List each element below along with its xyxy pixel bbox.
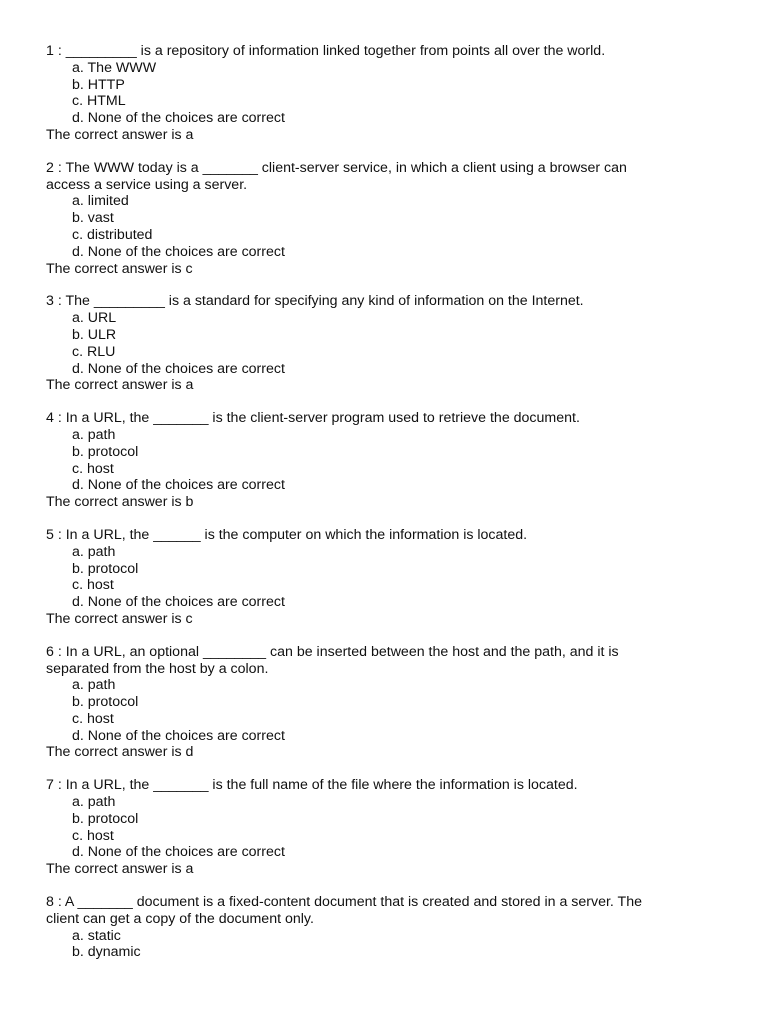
question-text: 3 : The _________ is a standard for specifying any kind of information on the Internet. (46, 293, 584, 310)
question-block (46, 644, 746, 762)
answer-option: d. None of the choices are correct (72, 477, 285, 494)
question-text: 7 : In a URL, the _______ is the full name of the file where the information is located. (46, 777, 578, 794)
answer-option: a. path (72, 677, 116, 694)
correct-answer: The correct answer is d (46, 744, 194, 761)
document-page (46, 43, 746, 977)
answer-option: c. host (72, 577, 114, 594)
question-block (46, 410, 746, 511)
answer-option: b. protocol (72, 560, 139, 577)
question-block (46, 777, 746, 878)
answer-option: a. path (72, 426, 116, 443)
answer-option: d. None of the choices are correct (72, 727, 285, 744)
answer-option: c. host (72, 827, 114, 844)
answer-option: b. protocol (72, 810, 139, 827)
correct-answer: The correct answer is c (46, 610, 193, 627)
answer-option: d. None of the choices are correct (72, 594, 285, 611)
answer-option: b. dynamic (72, 944, 141, 961)
question-text: 4 : In a URL, the _______ is the client-server program used to retrieve the document. (46, 410, 580, 427)
answer-option: b. HTTP (72, 76, 125, 93)
answer-option: b. protocol (72, 443, 139, 460)
answer-option: b. protocol (72, 694, 139, 711)
question-text: 8 : A _______ document is a fixed-content document that is created and stored in a server. The client can get a copy of the document only. (46, 894, 642, 927)
question-block (46, 160, 746, 278)
answer-option: c. distributed (72, 226, 153, 243)
answer-option: c. HTML (72, 93, 126, 110)
question-text: 5 : In a URL, the ______ is the computer on which the information is located. (46, 526, 528, 543)
question-block (46, 293, 746, 394)
question-text: 1 : _________ is a repository of information linked together from points all over the world. (46, 43, 606, 59)
answer-options (46, 794, 746, 861)
answer-options (46, 427, 746, 494)
answer-option: a. path (72, 794, 116, 811)
answer-option: d. None of the choices are correct (72, 110, 285, 127)
answer-options (46, 310, 746, 377)
answer-option: a. The WWW (72, 59, 157, 76)
question-text: 2 : The WWW today is a _______ client-server service, in which a client using a browser can access a service using a server. (46, 159, 627, 193)
answer-option: a. path (72, 543, 116, 560)
answer-option: c. RLU (72, 343, 116, 360)
answer-option: d. None of the choices are correct (72, 844, 285, 861)
answer-option: a. limited (72, 193, 129, 210)
answer-option: c. host (72, 710, 114, 727)
answer-option: b. vast (72, 210, 114, 227)
correct-answer: The correct answer is c (46, 260, 193, 277)
question-text: 6 : In a URL, an optional ________ can be inserted between the host and the path, and it is separated from the host by a colon. (46, 643, 619, 677)
question-block (46, 43, 746, 144)
answer-options (46, 677, 746, 744)
correct-answer: The correct answer is a (46, 377, 194, 394)
correct-answer: The correct answer is a (46, 861, 194, 878)
answer-option: a. URL (72, 310, 117, 327)
answer-option: d. None of the choices are correct (72, 243, 285, 260)
answer-option: b. ULR (72, 326, 117, 343)
answer-options (46, 544, 746, 611)
answer-option: d. None of the choices are correct (72, 360, 285, 377)
correct-answer: The correct answer is b (46, 494, 194, 511)
answer-option: c. host (72, 460, 114, 477)
question-block (46, 894, 746, 961)
answer-options (46, 60, 746, 127)
answer-option: a. static (72, 927, 121, 944)
question-block (46, 527, 746, 628)
correct-answer: The correct answer is a (46, 126, 194, 143)
answer-options (46, 193, 746, 260)
answer-options (46, 928, 746, 962)
